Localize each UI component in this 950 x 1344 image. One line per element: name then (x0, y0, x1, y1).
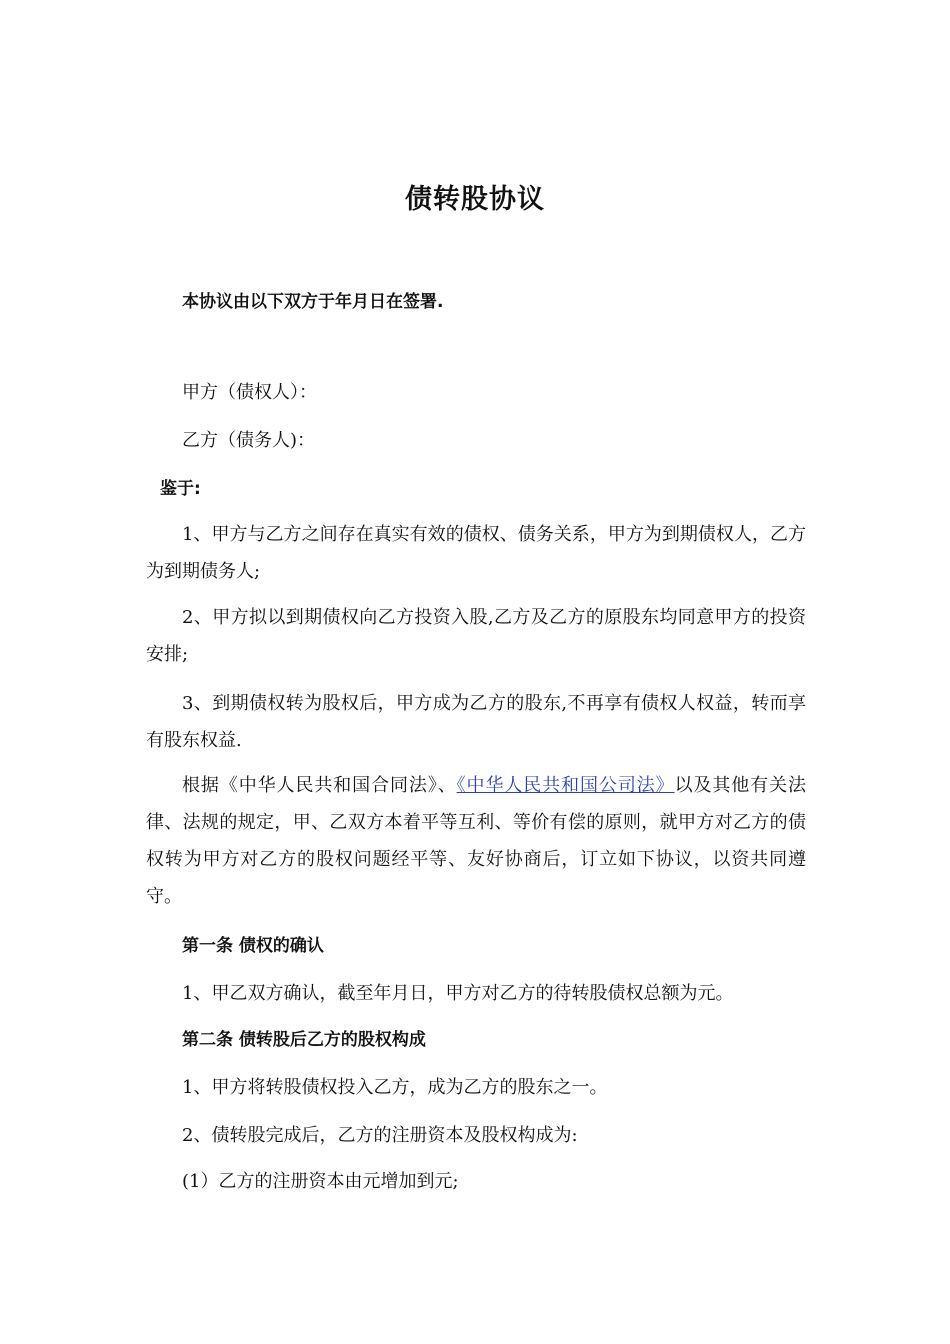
whereas-item: 1、甲方与乙方之间存在真实有效的债权、债务关系，甲方为到期债权人，乙方为到期债务人; (146, 524, 806, 582)
legal-basis-text: 以及其他有关法律、法规的规定，甲、乙双方本着平等互利、等价有偿的原则，就甲方对乙方的债权转为甲方对乙方的股权问题经平等、友好协商后，订立如下协议，以资共同遵守。 (146, 775, 807, 907)
intro-line: 本协议由以下双方于年月日在签署. (182, 292, 444, 312)
document-title: 债转股协议 (405, 184, 545, 215)
article-2-item: 2、债转股完成后，乙方的注册资本及股权构成为: (182, 1125, 578, 1146)
article-2-item: 1、甲方将转股债权投入乙方，成为乙方的股东之一。 (182, 1077, 608, 1098)
article-1-heading: 第一条 债权的确认 (182, 936, 324, 956)
whereas-item: 3、到期债权转为股权后，甲方成为乙方的股东,不再享有债权人权益，转而享有股东权益. (146, 693, 806, 751)
article-2-heading: 第二条 债转股后乙方的股权构成 (182, 1030, 426, 1050)
legal-basis-paragraph (146, 767, 806, 915)
party-a-line: 甲方（债权人）： (182, 382, 317, 403)
whereas-heading: 鉴于: (160, 479, 201, 499)
party-b-line: 乙方（债务人)： (182, 430, 316, 451)
legal-basis-text: 根据《中华人民共和国合同法》、 (182, 775, 457, 796)
article-2-item: (1）乙方的注册资本由元增加到元; (182, 1171, 459, 1192)
company-law-link[interactable]: 《中华人民共和国公司法》 (456, 775, 675, 796)
whereas-item: 2、甲方拟以到期债权向乙方投资入股,乙方及乙方的原股东均同意甲方的投资安排; (146, 607, 806, 665)
article-1-item: 1、甲乙双方确认，截至年月日，甲方对乙方的待转股债权总额为元。 (182, 983, 734, 1004)
